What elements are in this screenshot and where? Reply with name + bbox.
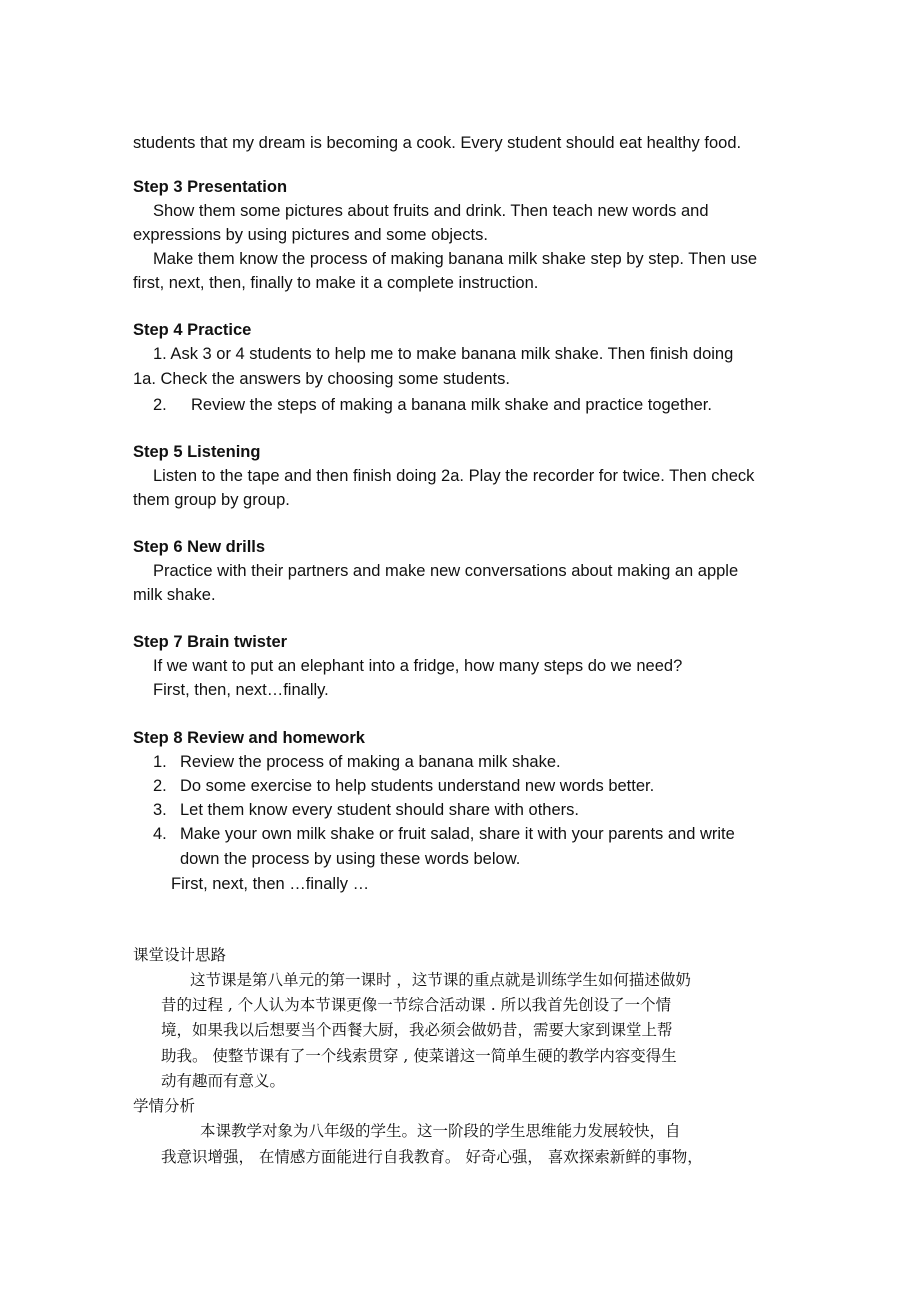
design-line: 昔的过程 , 个人认为本节课更像一节综合活动课 . 所以我首先创设了一个情 (161, 996, 672, 1014)
intro-line: students that my dream is becoming a cook. Every student should eat healthy food. (133, 134, 742, 152)
step3-heading: Step 3 Presentation (133, 178, 288, 196)
step7-heading: Step 7 Brain twister (133, 633, 288, 651)
design-line: 境，如果我以后想要当个西餐大厨，我必须会做奶昔，需要大家到课堂上帮 (161, 1021, 673, 1039)
step7-line: If we want to put an elephant into a fridge, how many steps do we need? (153, 657, 683, 675)
design-line: 这节课是第八单元的第一课时 ，这节课的重点就是训练学生如何描述做奶 (190, 971, 691, 989)
step8-item-1 (153, 752, 561, 772)
step8-words: First, next, then …finally … (171, 875, 370, 893)
list-number: 2. (153, 777, 167, 795)
step6-heading: Step 6 New drills (133, 538, 266, 556)
analysis-line: 我意识增强， 在情感方面能进行自我教育。 好奇心强， 喜欢探索新鲜的事物， (161, 1148, 703, 1166)
list-item-text: Review the steps of making a banana milk shake and practice together. (191, 396, 712, 414)
list-item-text: Do some exercise to help students understand new words better. (180, 777, 655, 795)
step8-item-2 (153, 776, 654, 796)
step5-heading: Step 5 Listening (133, 443, 261, 461)
step3-line: Show them some pictures about fruits and drink. Then teach new words and (153, 202, 709, 220)
design-line: 动有趣而有意义。 (161, 1072, 286, 1090)
list-number: 3. (153, 801, 167, 819)
step4-line: 1a. Check the answers by choosing some students. (133, 370, 510, 388)
analysis-line: 本课教学对象为八年级的学生。这一阶段的学生思维能力发展较快，自 (200, 1122, 681, 1140)
design-line: 助我。 使整节课有了一个线索贯穿 , 使菜谱这一简单生硬的教学内容变得生 (161, 1047, 677, 1065)
list-number: 2. (153, 396, 167, 414)
step3-line: Make them know the process of making banana milk shake step by step. Then use (153, 250, 758, 268)
step7-line: First, then, next…finally. (153, 681, 329, 699)
step8-heading: Step 8 Review and homework (133, 729, 365, 747)
analysis-heading: 学情分析 (133, 1097, 196, 1115)
list-item-text: Let them know every student should share with others. (180, 801, 579, 819)
step4-line: 1. Ask 3 or 4 students to help me to make banana milk shake. Then finish doing (153, 345, 734, 363)
step3-line: first, next, then, finally to make it a complete instruction. (133, 274, 539, 292)
list-item-text: Make your own milk shake or fruit salad, share it with your parents and write (180, 825, 735, 843)
step3-line: expressions by using pictures and some objects. (133, 226, 488, 244)
step6-line: milk shake. (133, 586, 216, 604)
step8-item-4 (153, 824, 735, 844)
step8-item-3 (153, 800, 579, 820)
step5-line: them group by group. (133, 491, 290, 509)
list-number: 4. (153, 825, 167, 843)
step4-item-2 (153, 395, 712, 415)
step8-item-4-continued: down the process by using these words below. (180, 850, 521, 868)
list-number: 1. (153, 753, 167, 771)
step5-line: Listen to the tape and then finish doing 2a. Play the recorder for twice. Then check (153, 467, 755, 485)
design-heading: 课堂设计思路 (133, 946, 227, 964)
step6-line: Practice with their partners and make new conversations about making an apple (153, 562, 739, 580)
list-item-text: Review the process of making a banana milk shake. (180, 753, 561, 771)
step4-heading: Step 4 Practice (133, 321, 252, 339)
